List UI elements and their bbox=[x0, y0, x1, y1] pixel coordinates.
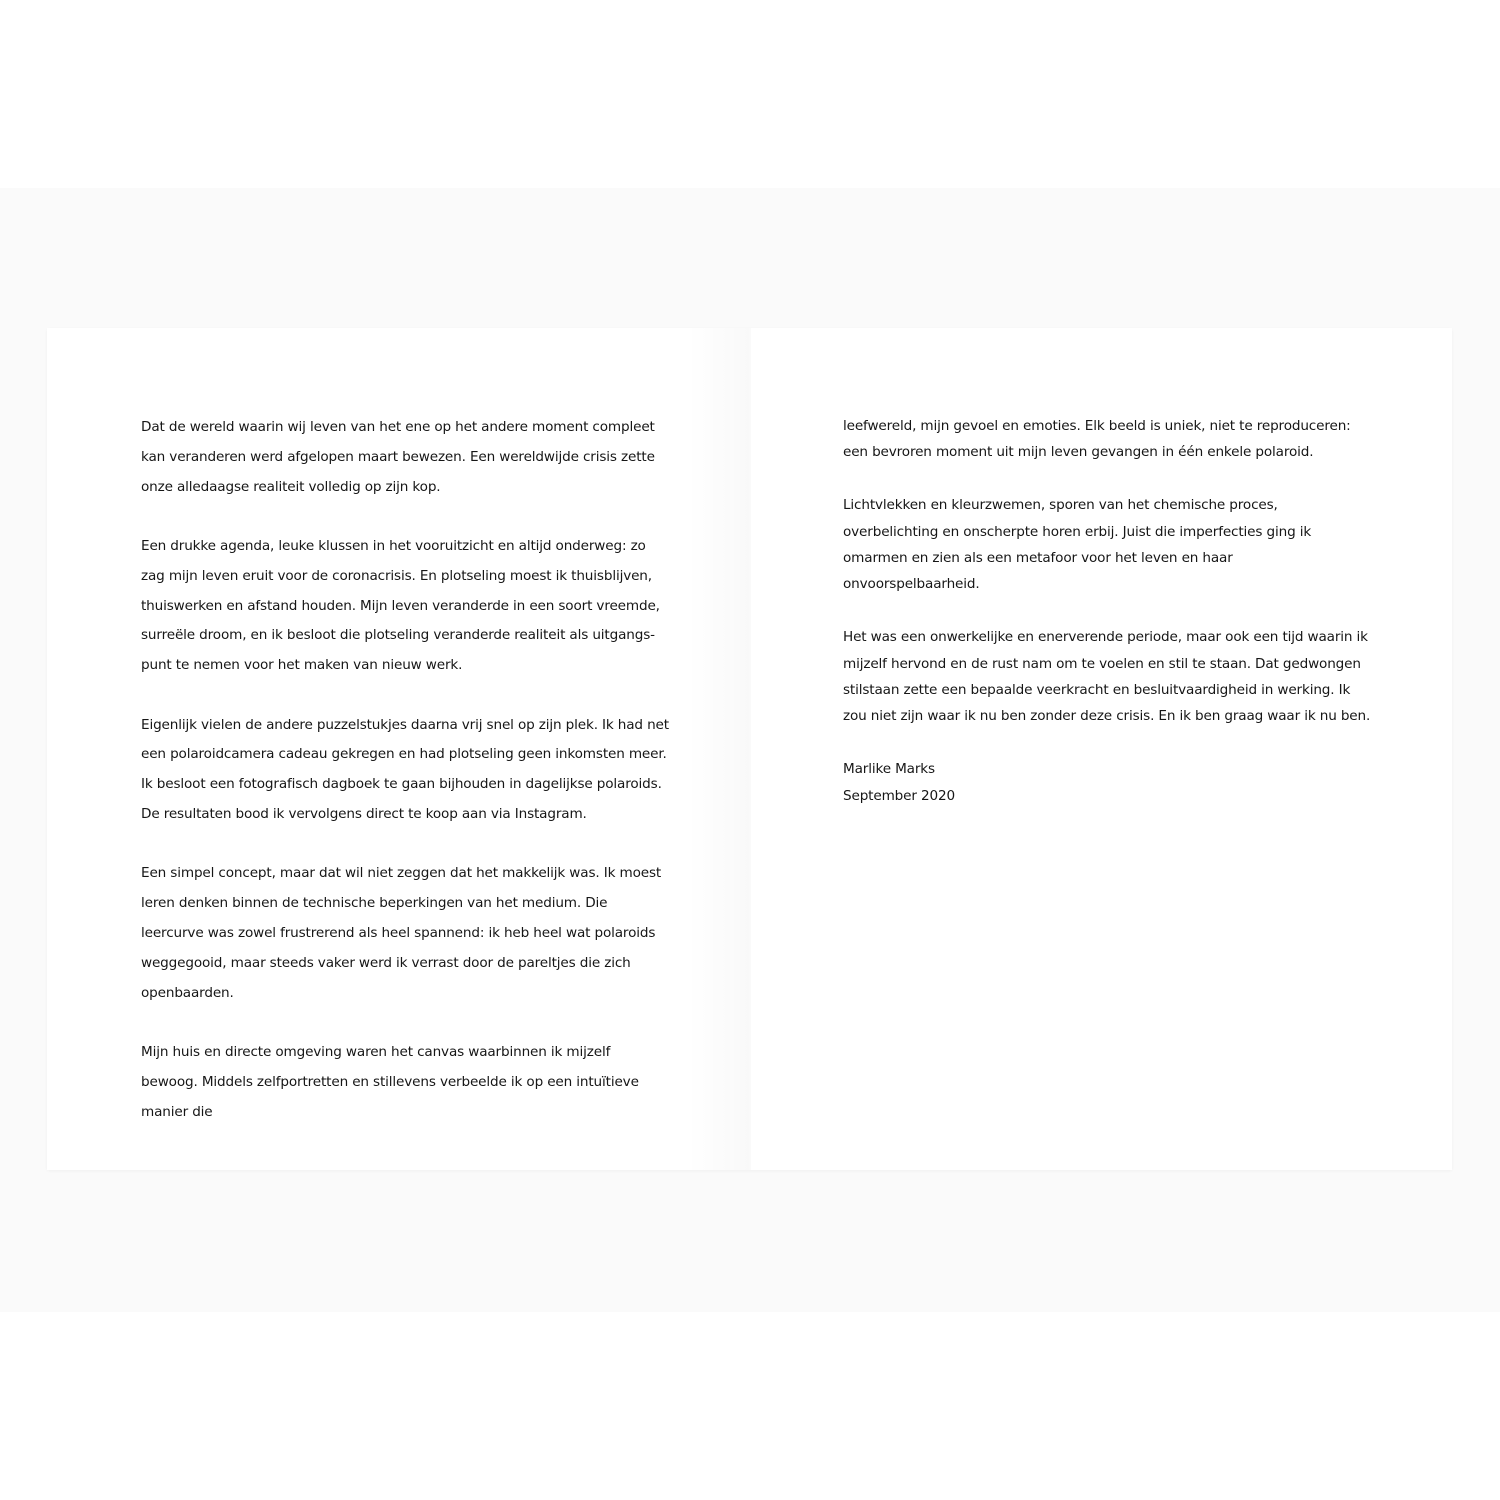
left-paragraph-1: Dat de wereld waarin wij leven van het ene op het andere moment compleet kan veranderen werd afgelopen maart bewezen. Een wereldwijde crisis zette onze alledaagse realiteit volledig op zijn kop. bbox=[141, 419, 655, 495]
signature-block bbox=[843, 756, 1452, 809]
book-spread bbox=[47, 328, 1452, 1170]
signature-date: September 2020 bbox=[843, 787, 955, 804]
left-page bbox=[47, 328, 749, 1170]
left-paragraph-2: Een drukke agenda, leuke klussen in het vooruitzicht en altijd onderweg: zo zag mijn leven eruit voor de coronacrisis. En plotseling moest ik thuisblijven, thuiswerken en afstand houden. Mijn leven veranderde in een soort vreemde, surreële droom, en ik besloot die plotseling veranderde realiteit als uitgangs-punt te nemen voor het maken van nieuw werk. bbox=[141, 537, 660, 674]
left-paragraph-3: Eigenlijk vielen de andere puzzelstukjes daarna vrij snel op zijn plek. Ik had net een polaroidcamera cadeau gekregen en had plotseling geen inkomsten meer. Ik besloot een fotografisch dagboek te gaan bijhouden in dagelijkse polaroids. De resultaten bood ik vervolgens direct te koop aan via Instagram. bbox=[141, 716, 669, 822]
right-paragraph-1: leefwereld, mijn gevoel en emoties. Elk beeld is uniek, niet te reproduceren: een bevroren moment uit mijn leven gevangen in één enkele polaroid. bbox=[843, 418, 1351, 461]
left-paragraph-5: Mijn huis en directe omgeving waren het canvas waarbinnen ik mijzelf bewoog. Middels zelfportretten en stillevens verbeelde ik op een intuïtieve manier die bbox=[141, 1043, 639, 1120]
right-page-text bbox=[843, 413, 1452, 730]
right-paragraph-2: Lichtvlekken en kleurzwemen, sporen van het chemische proces, overbelichting en onscherpte horen erbij. Juist die imperfecties ging ik omarmen en zien als een metafoor voor het leven en haar onvoorspelbaarheid. bbox=[843, 497, 1312, 593]
signature-author: Marlike Marks bbox=[843, 761, 935, 778]
right-paragraph-3: Het was een onwerkelijke en enerverende periode, maar ook een tijd waarin ik mijzelf hervond en de rust nam om te voelen en stil te staan. Dat gedwongen stilstaan zette een bepaalde veerkracht en besluitvaardigheid in werking. Ik zou niet zijn waar ik nu ben zonder deze crisis. En ik ben graag waar ik nu ben. bbox=[843, 629, 1371, 725]
left-page-text bbox=[141, 413, 749, 1127]
left-paragraph-4: Een simpel concept, maar dat wil niet zeggen dat het makkelijk was. Ik moest leren denken binnen de technische beperkingen van het medium. Die leercurve was zowel frustrerend als heel spannend: ik heb heel wat polaroids weggegooid, maar steeds vaker werd ik verrast door de pareltjes die zich openbaarden. bbox=[141, 865, 662, 1001]
right-page bbox=[751, 328, 1452, 1170]
